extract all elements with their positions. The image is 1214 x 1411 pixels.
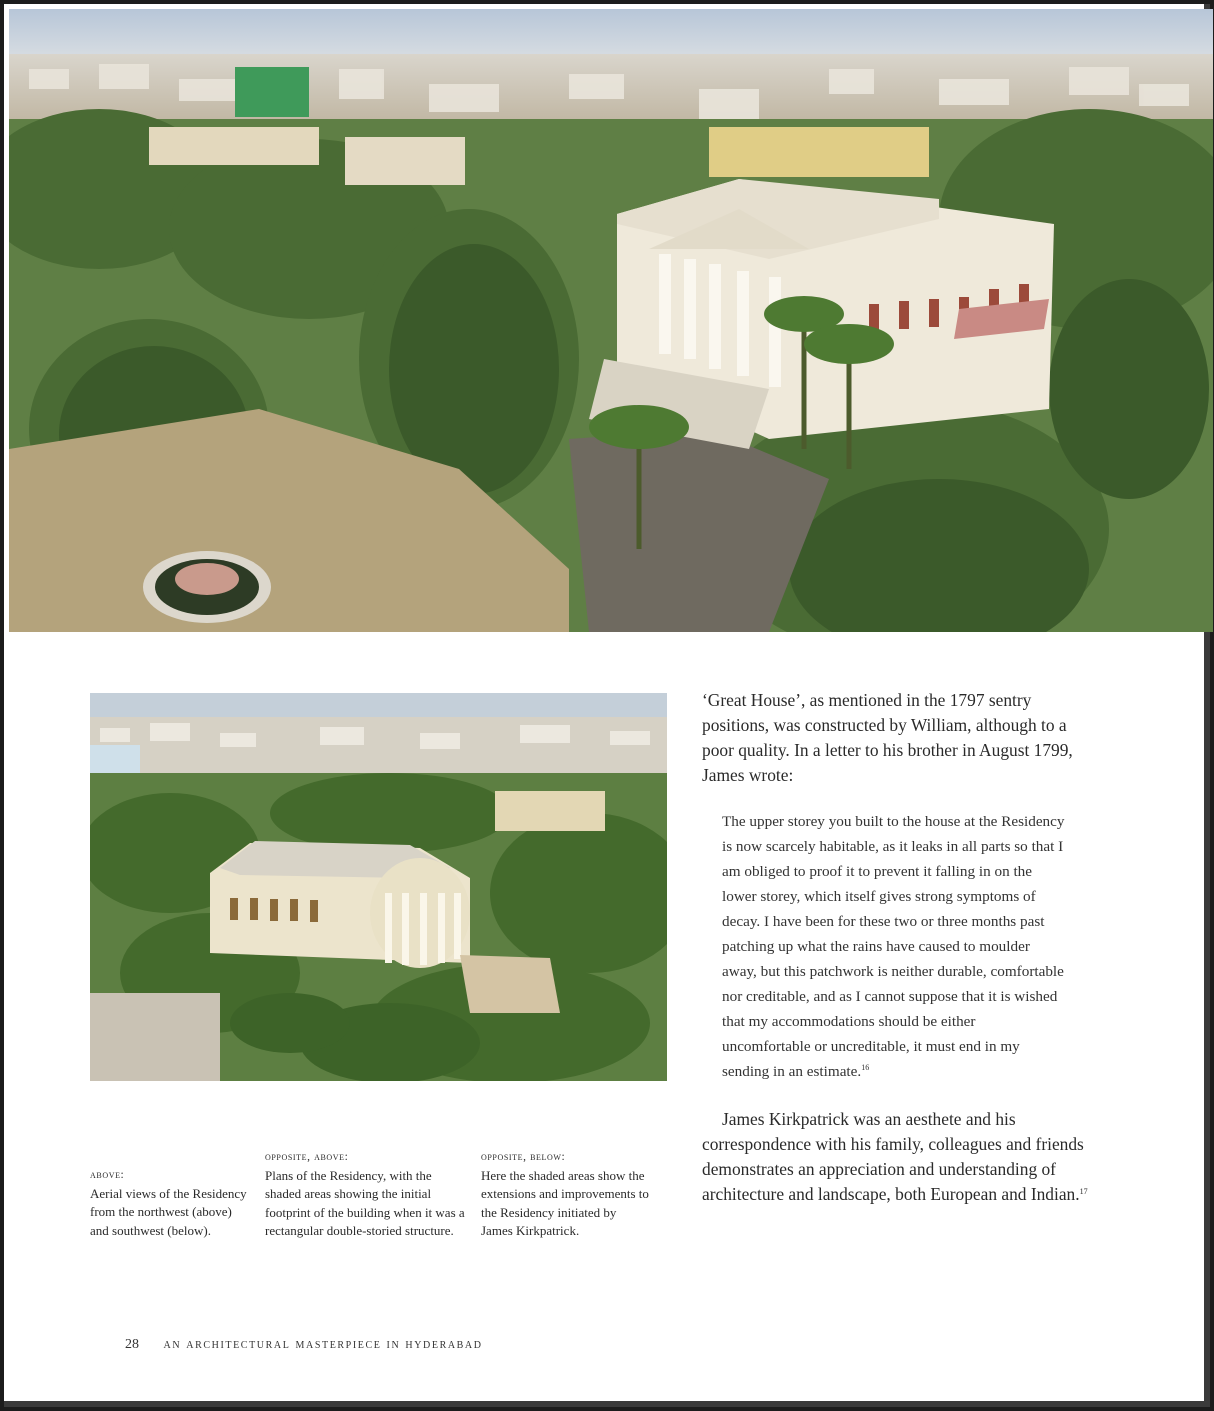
caption-opposite-above (265, 1148, 465, 1241)
caption-text: Aerial views of the Residency from the northwest (above) and southwest (below). (90, 1185, 247, 1238)
footnote-ref-17: 17 (1079, 1187, 1088, 1196)
footnote-ref-16: 16 (861, 1063, 870, 1072)
caption-opposite-below (481, 1148, 651, 1241)
caption-label: opposite, above: (265, 1151, 349, 1163)
aerial-photo-northwest (9, 9, 1213, 632)
body-paragraph-2-text: James Kirkpatrick was an aesthete and his correspondence with his family, colleagues and friends demonstrates an appreciation and understanding of architecture and landscape, both European and Indian. (702, 1109, 1084, 1204)
caption-label: opposite, below: (481, 1151, 566, 1163)
running-head: an architectural masterpiece in hyderabad (163, 1337, 483, 1352)
body-paragraph-1: ‘Great House’, as mentioned in the 1797 sentry positions, was constructed by William, although to a poor quality. In a letter to his brother in August 1799, James wrote: (702, 690, 1073, 785)
caption-text: Here the shaded areas show the extensions and improvements to the Residency initiated by James Kirkpatrick. (481, 1167, 649, 1239)
body-text-column (702, 688, 1102, 1207)
caption-label: above: (90, 1169, 125, 1181)
aerial-photo-southwest (90, 693, 667, 1081)
block-quote (722, 809, 1067, 1084)
page-footer (125, 1337, 483, 1353)
page-number: 28 (125, 1337, 139, 1352)
caption-text: Plans of the Residency, with the shaded areas showing the initial footprint of the building when it was a rectangular double-storied structure. (265, 1167, 465, 1239)
caption-above (90, 1166, 250, 1240)
block-quote-text: The upper storey you built to the house at the Residency is now scarcely habitable, as it leaks in all parts so that I am obliged to proof it to prevent it falling in on the lower storey, which itself gives strong symptoms of decay. I have been for these two or three months past patching up what the rains have caused to moulder away, but this patchwork is neither durable, comfortable nor creditable, and as I cannot suppose that it is wished that my accommodations should be either uncomfortable or uncreditable, it must end in my sending in an estimate. (722, 813, 1065, 1080)
body-paragraph-2 (702, 1107, 1102, 1207)
